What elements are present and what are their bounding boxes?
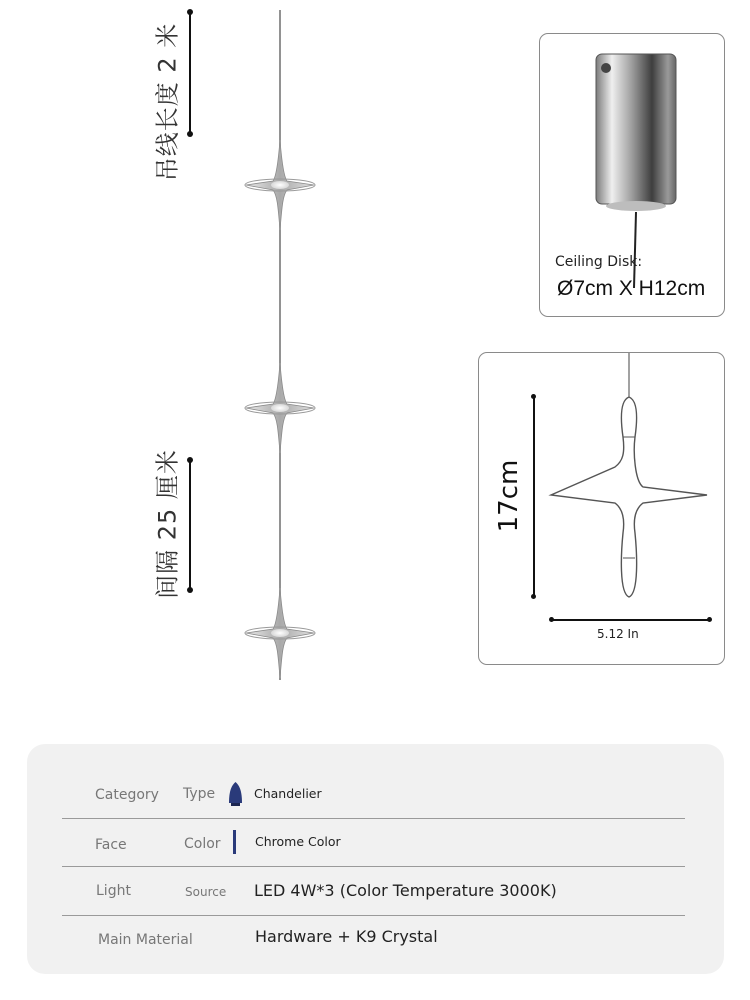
cord-length-label: 吊线长度 2 米 (153, 22, 182, 182)
cord-dim-bottom-dot (187, 131, 193, 137)
pendant-lamp-1 (245, 140, 315, 230)
lamp-outline (539, 353, 719, 603)
spec-value-light-source: LED 4W*3 (Color Temperature 3000K) (254, 881, 557, 900)
spec-subkey-source: Source (185, 885, 227, 899)
ceiling-disk-card (539, 33, 725, 317)
spec-row-divider (62, 818, 685, 819)
spec-key-category: Category (95, 787, 159, 803)
spec-value-main-material: Hardware + K9 Crystal (255, 927, 438, 946)
pendant-illustration (230, 0, 330, 700)
ceiling-disk-image (594, 52, 678, 312)
spec-value-color: Chrome Color (255, 834, 341, 849)
height-dim-line (533, 397, 535, 597)
lamp-size-card (478, 352, 725, 665)
spec-subkey-type: Type (183, 786, 216, 802)
lamp-height-label: 17cm (494, 459, 524, 533)
spacing-dim-bottom-dot (187, 587, 193, 593)
pendant-lamp-3 (245, 588, 315, 678)
spec-row-divider (62, 915, 685, 916)
cord-dim-line (189, 12, 191, 134)
ceiling-disk-size: Ø7cm X H12cm (557, 277, 706, 300)
spacing-dim-line (189, 460, 191, 590)
spec-key-face: Face (95, 837, 127, 853)
spec-row-divider (62, 866, 685, 867)
width-dim-left-dot (549, 617, 554, 622)
spec-key-light: Light (96, 883, 131, 899)
spec-key-main-material: Main Material (98, 932, 193, 948)
spec-subkey-color: Color (184, 836, 221, 852)
spec-value-type: Chandelier (254, 786, 322, 801)
width-dim-right-dot (707, 617, 712, 622)
color-bar-icon (233, 830, 236, 854)
spacing-label: 间隔 25 厘米 (153, 449, 182, 599)
ceiling-disk-label: Ceiling Disk: (555, 254, 643, 270)
lamp-width-label: 5.12 In (597, 627, 639, 641)
height-dim-bottom-dot (531, 594, 536, 599)
width-dim-line (551, 619, 709, 621)
chandelier-icon (227, 781, 244, 807)
pendant-lamp-2 (245, 363, 315, 453)
